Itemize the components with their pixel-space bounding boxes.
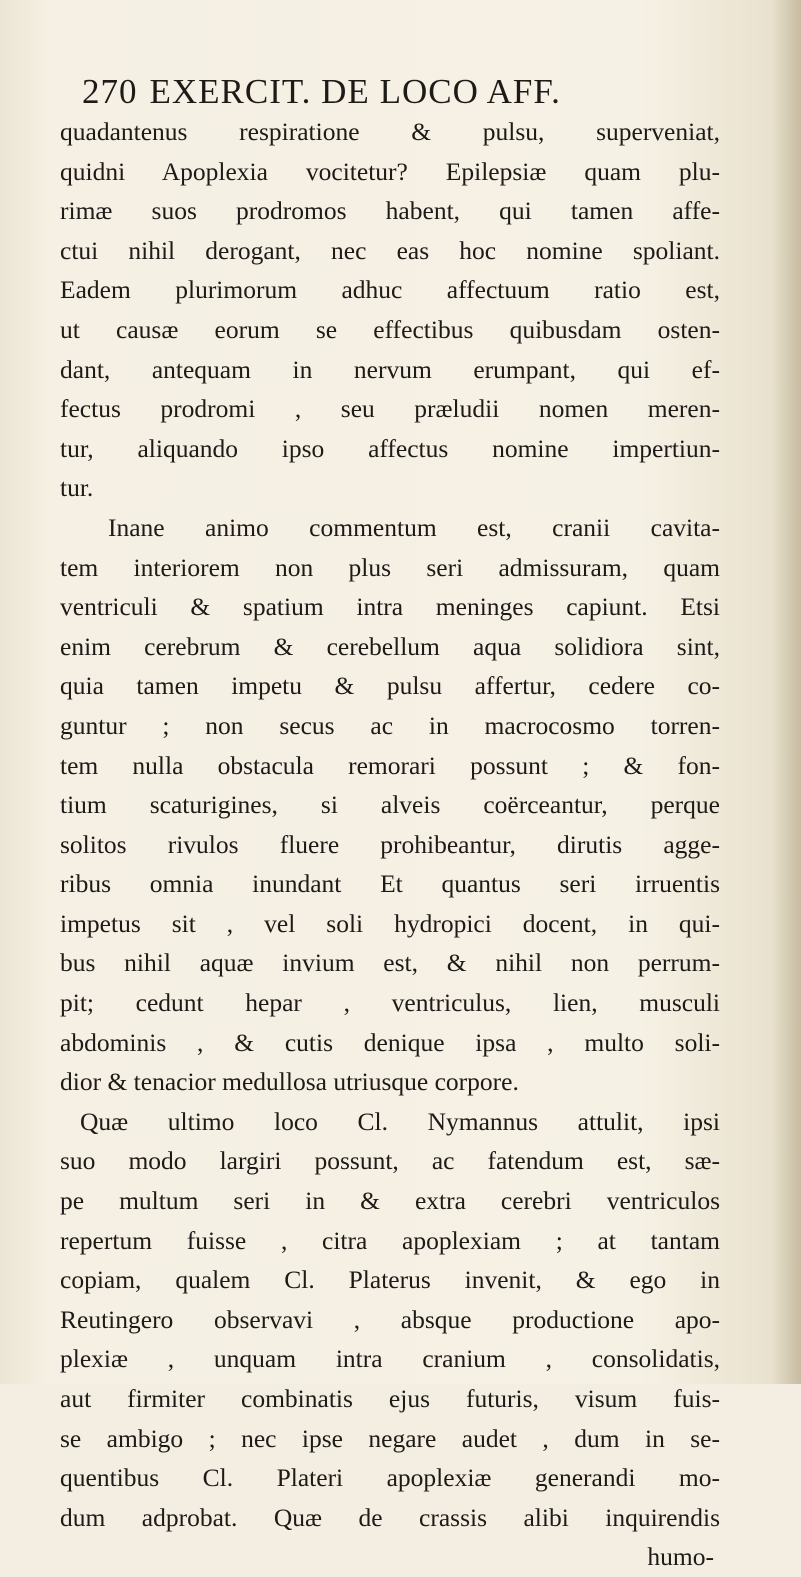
text-line: quentibus Cl. Plateri apoplexiæ generandi mo- — [60, 1463, 720, 1493]
running-head — [82, 72, 722, 112]
text-line: quidni Apoplexia vocitetur? Epilepsiæ quam plu- — [60, 156, 720, 186]
text-line: Reutingero observavi , absque productione apo- — [60, 1304, 720, 1334]
text-line: abdominis , & cutis denique ipsa , multo soli- — [60, 1027, 720, 1057]
text-line: rimæ suos prodromos habent, qui tamen affe- — [60, 196, 720, 226]
text-line: tem nulla obstacula remorari possunt ; & fon- — [60, 750, 720, 780]
text-line: quadantenus respiratione & pulsu, superveniat, — [60, 117, 720, 146]
text-line: tur, aliquando ipso affectus nomine impertiun- — [60, 433, 720, 463]
text-line: ctui nihil derogant, nec eas hoc nomine spoliant. — [60, 235, 720, 265]
text-line: ut causæ eorum se effectibus quibusdam osten- — [60, 314, 720, 344]
text-line: pit; cedunt hepar , ventriculus, lien, musculi — [60, 988, 720, 1018]
text-line: bus nihil aquæ invium est, & nihil non perrum- — [60, 948, 720, 978]
catchword: humo- — [647, 1542, 714, 1572]
text-line: ventriculi & spatium intra meninges capiunt. Etsi — [60, 592, 720, 622]
text-line: fectus prodromi , seu præludii nomen meren- — [60, 394, 720, 424]
text-line: dant, antequam in nervum erumpant, qui ef- — [60, 354, 720, 384]
text-line: dum adprobat. Quæ de crassis alibi inquirendis — [60, 1502, 720, 1532]
page-number: 270 — [82, 72, 138, 111]
text-line: quia tamen impetu & pulsu affertur, cedere co- — [60, 671, 720, 701]
text-line: tem interiorem non plus seri admissuram, quam — [60, 552, 720, 582]
text-line: guntur ; non secus ac in macrocosmo torren- — [60, 710, 720, 740]
text-line: Eadem plurimorum adhuc affectuum ratio est, — [60, 275, 720, 305]
text-line: dior & tenacior medullosa utriusque corpore. — [60, 1067, 519, 1097]
text-line: enim cerebrum & cerebellum aqua solidiora sint, — [60, 631, 720, 661]
text-line: copiam, qualem Cl. Platerus invenit, & ego in — [60, 1265, 720, 1295]
page-edge-shadow — [773, 0, 801, 1384]
body-text — [60, 112, 720, 1577]
text-line: tium scaturigines, si alveis coërceantur, perque — [60, 790, 720, 820]
text-line: aut firmiter combinatis ejus futuris, visum fuis- — [60, 1384, 720, 1413]
text-line: impetus sit , vel soli hydropici docent, in qui- — [60, 908, 720, 938]
text-line: plexiæ , unquam intra cranium , consolidatis, — [60, 1344, 720, 1374]
paragraph-start-line: Quæ ultimo loco Cl. Nymannus attulit, ipsi — [80, 1106, 720, 1136]
text-line: solitos rivulos fluere prohibeantur, dirutis agge- — [60, 829, 720, 859]
text-line: se ambigo ; nec ipse negare audet , dum in se- — [60, 1423, 720, 1453]
running-title: EXERCIT. DE LOCO AFF. — [149, 72, 561, 111]
text-line: repertum fuisse , citra apoplexiam ; at tantam — [60, 1225, 720, 1255]
text-line: tur. — [60, 473, 94, 503]
text-line: suo modo largiri possunt, ac fatendum est, sæ- — [60, 1146, 720, 1176]
text-line: pe multum seri in & extra cerebri ventriculos — [60, 1186, 720, 1216]
paragraph-start-line: Inane animo commentum est, cranii cavita- — [108, 512, 720, 542]
text-line: ribus omnia inundant Et quantus seri irruentis — [60, 869, 720, 899]
